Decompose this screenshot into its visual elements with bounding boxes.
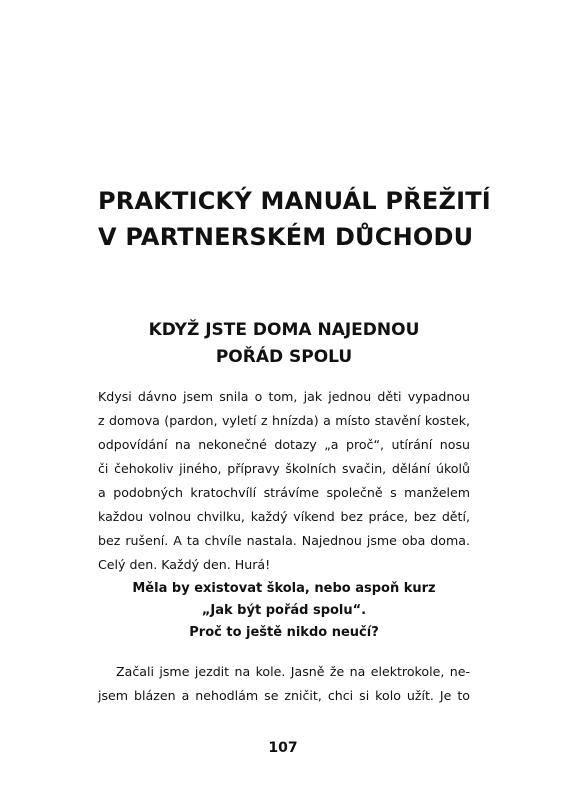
callout-line: „Jak být pořád spolu“. bbox=[201, 603, 367, 618]
paragraph-cycling bbox=[98, 660, 470, 708]
paragraph-line: či čehokoliv jiného, přípravy školních svačin, dělání úkolů bbox=[98, 461, 470, 476]
page-number: 107 bbox=[268, 740, 298, 756]
section-title-line: KDYŽ JSTE DOMA NAJEDNOU bbox=[148, 320, 420, 340]
chapter-title-line: PRAKTICKÝ MANUÁL PŘEŽITÍ bbox=[98, 187, 491, 215]
chapter-title-line: V PARTNERSKÉM DŮCHODU bbox=[98, 223, 474, 251]
section-title-line: POŘÁD SPOLU bbox=[215, 347, 353, 367]
callout-line: Proč to ještě nikdo neučí? bbox=[189, 625, 379, 640]
paragraph-line: a podobných kratochvílí strávíme společně s manželem bbox=[98, 485, 470, 500]
chapter-title bbox=[98, 183, 538, 255]
section-title bbox=[98, 317, 470, 371]
callout-quote bbox=[98, 578, 470, 644]
paragraph-line: bez rušení. A ta chvíle nastala. Najednou jsme oba doma. bbox=[98, 533, 470, 548]
callout-line: Měla by existovat škola, nebo aspoň kurz bbox=[132, 581, 436, 596]
paragraph-line: odpovídání na nekonečné dotazy „a proč“, utírání nosu bbox=[98, 437, 470, 452]
paragraph-line: z domova (pardon, vyletí z hnízda) a místo stavění kostek, bbox=[98, 413, 470, 428]
paragraph-line: Začali jsme jezdit na kole. Jasně že na elektrokole, ne- bbox=[116, 664, 470, 679]
paragraph-line: jsem blázen a nehodlám se zničit, chci si kolo užít. Je to bbox=[98, 688, 470, 703]
paragraph-line: Celý den. Každý den. Hurá! bbox=[98, 557, 271, 572]
paragraph-intro bbox=[98, 385, 470, 577]
paragraph-line: Kdysi dávno jsem snila o tom, jak jednou děti vypadnou bbox=[98, 389, 470, 404]
paragraph-line: každou volnou chvilku, každý víkend bez práce, bez dětí, bbox=[98, 509, 470, 524]
